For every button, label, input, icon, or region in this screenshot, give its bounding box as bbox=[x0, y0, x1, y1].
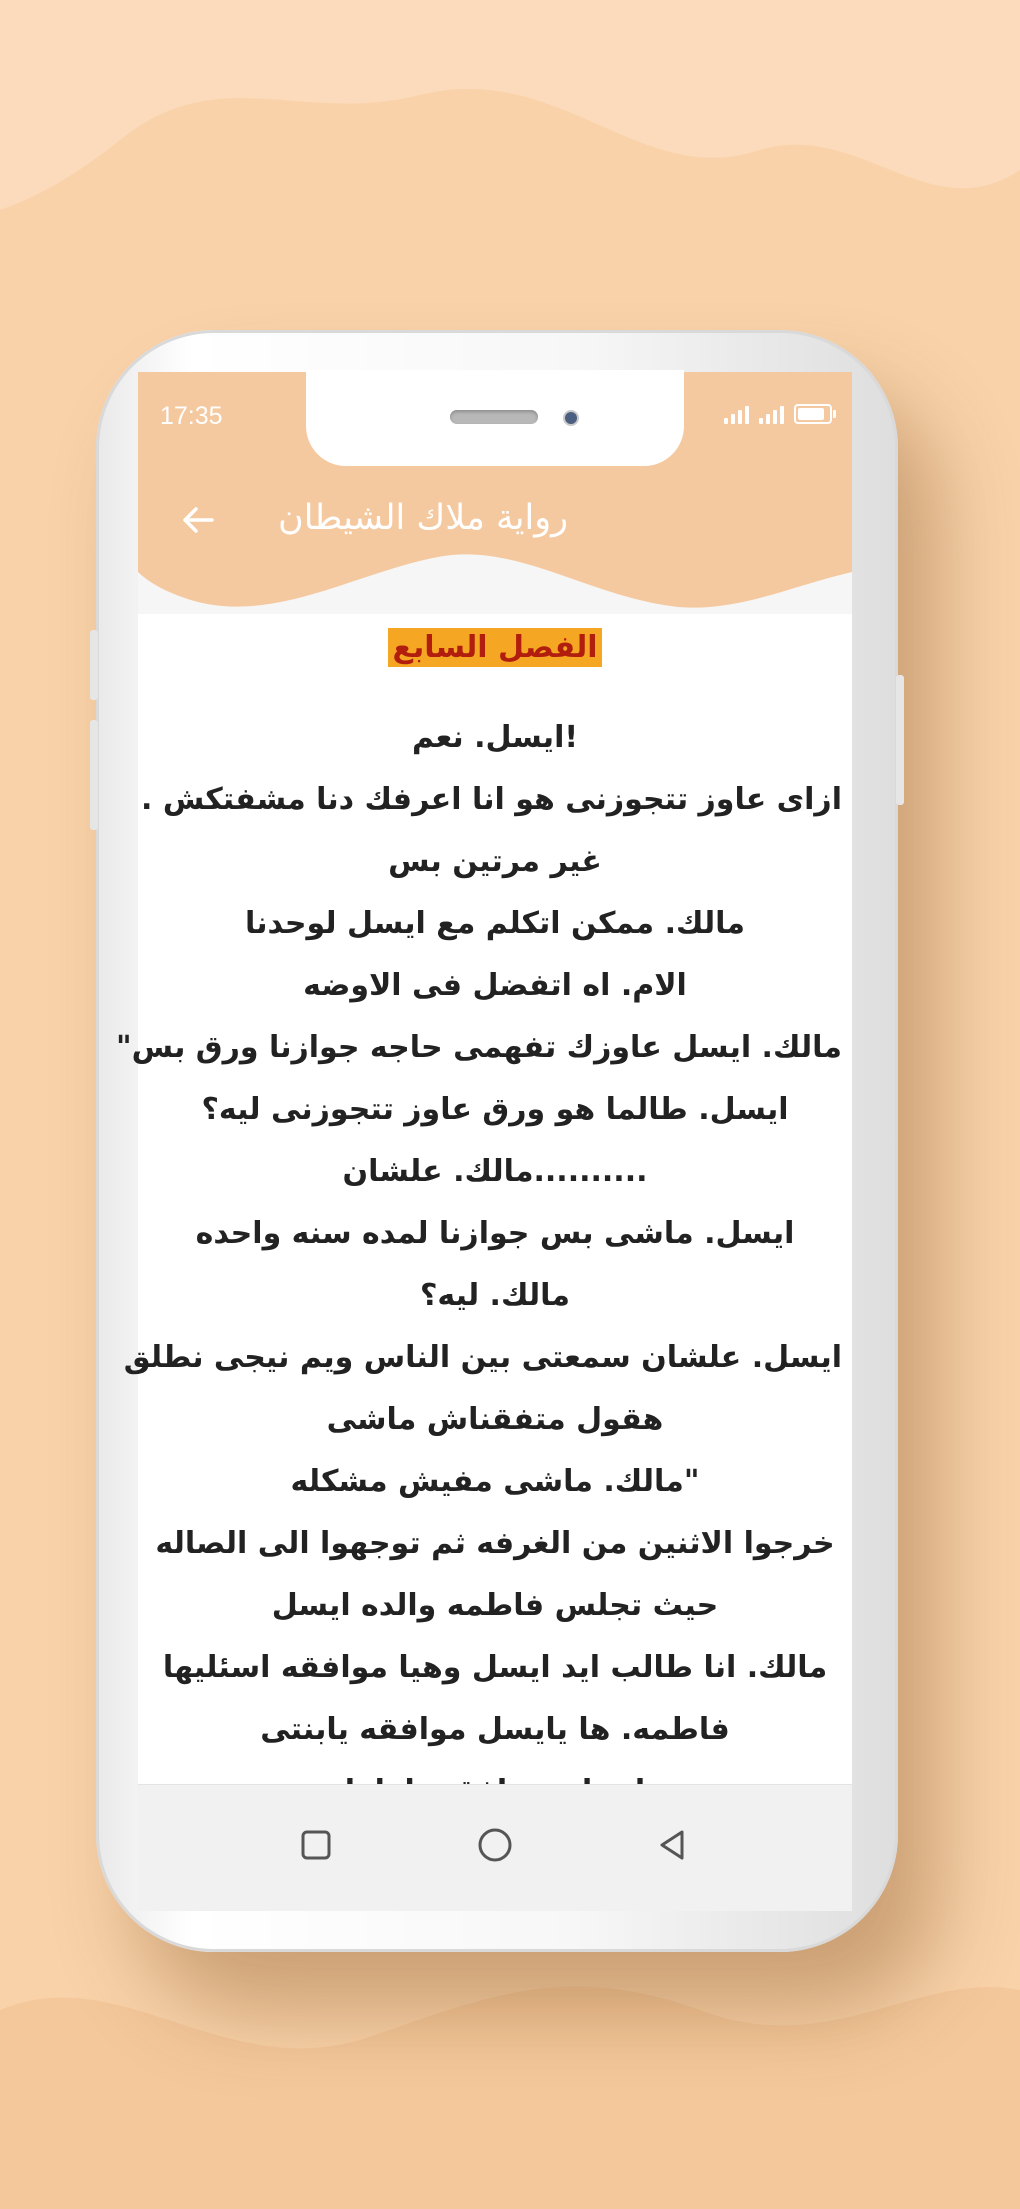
phone-frame bbox=[96, 330, 898, 1952]
speaker-grille bbox=[450, 410, 538, 424]
screen-notch bbox=[306, 370, 684, 466]
story-line: ايسل. ماشى بس جوازنا لمده سنه واحده bbox=[195, 1216, 795, 1251]
square-icon bbox=[298, 1827, 334, 1863]
arrow-left-icon bbox=[178, 500, 218, 540]
chapter-title: الفصل السابع bbox=[388, 628, 601, 667]
story-line: مالك. ايسل عاوزك تفهمى حاجه جوازنا ورق بس" bbox=[116, 1030, 842, 1065]
navigation-bar bbox=[138, 1784, 852, 1911]
story-line: هقول متفقناش ماشى bbox=[326, 1402, 664, 1437]
story-line: !ايسل. نعم bbox=[411, 720, 579, 755]
story-line: مالك. ليه؟ bbox=[420, 1278, 570, 1313]
story-line: ..........مالك. علشان bbox=[342, 1154, 648, 1189]
back-button[interactable] bbox=[168, 490, 228, 550]
nav-back-button[interactable] bbox=[642, 1815, 702, 1875]
story-line: الام. اه اتفضل فى الاوضه bbox=[303, 968, 687, 1003]
phone-screen bbox=[116, 372, 852, 1910]
story-line: حيث تجلس فاطمه والده ايسل bbox=[271, 1588, 719, 1623]
circle-icon bbox=[475, 1825, 515, 1865]
story-line: ايسل. طالما هو ورق عاوز تتجوزنى ليه؟ bbox=[201, 1092, 789, 1127]
recents-button[interactable] bbox=[286, 1815, 346, 1875]
home-button[interactable] bbox=[465, 1815, 525, 1875]
power-button bbox=[896, 675, 904, 805]
story-line: فاطمه. ها يايسل موافقه يابنتى bbox=[260, 1712, 730, 1747]
story-line: مالك. انا طالب ايد ايسل وهيا موافقه اسئليها bbox=[162, 1650, 828, 1685]
triangle-back-icon bbox=[654, 1827, 690, 1863]
story-line: مالك. ممكن اتكلم مع ايسل لوحدنا bbox=[244, 906, 746, 941]
signal-icon-2 bbox=[759, 406, 784, 424]
signal-icon bbox=[724, 406, 749, 424]
story-line: ازاى عاوز تتجوزنى هو انا اعرفك دنا مشفتكش . bbox=[141, 782, 842, 817]
story-content[interactable] bbox=[116, 614, 852, 1784]
status-icons bbox=[724, 404, 832, 424]
story-line: ايسل. علشان سمعتى بين الناس ويم نيجى نطلق bbox=[123, 1340, 842, 1375]
story-line: غير مرتين بس bbox=[388, 844, 602, 879]
volume-up-button bbox=[90, 630, 98, 700]
volume-down-button bbox=[90, 720, 98, 830]
story-line: "مالك. ماشى مفيش مشكله bbox=[290, 1464, 700, 1499]
app-title: رواية ملاك الشيطان bbox=[278, 498, 569, 538]
story-line: خرجوا الاثنين من الغرفه ثم توجهوا الى الصاله bbox=[155, 1526, 835, 1561]
front-camera bbox=[563, 410, 579, 426]
status-time: 17:35 bbox=[160, 402, 223, 430]
battery-icon bbox=[794, 404, 832, 424]
story-text bbox=[116, 707, 852, 1823]
